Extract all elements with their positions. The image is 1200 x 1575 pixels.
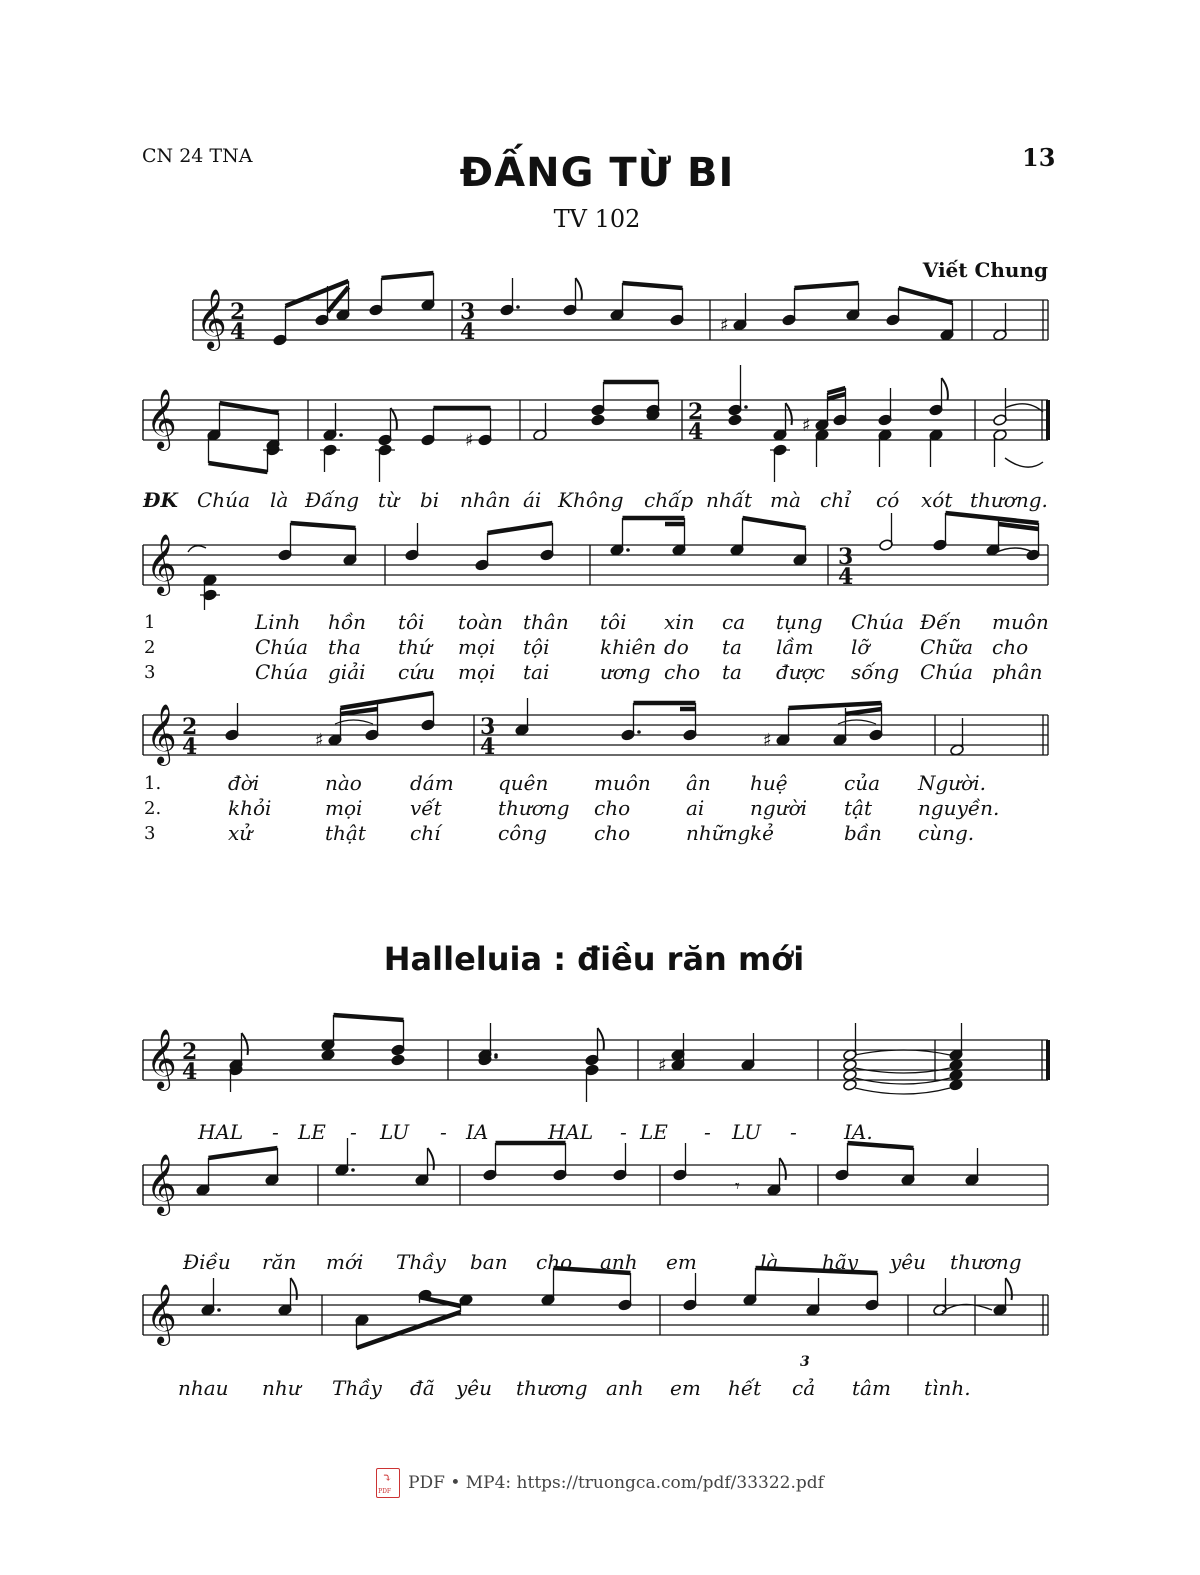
verse1-word: cho (992, 635, 1029, 659)
verse1-word: mọi (458, 635, 496, 659)
verse2-word: đời (228, 771, 260, 795)
verse-number: 3 (144, 823, 156, 844)
verse2-word: những (686, 821, 751, 845)
verse-number: 1. (144, 773, 162, 794)
verse-number: 1 (144, 612, 156, 633)
note-head (843, 1059, 858, 1072)
alleluia-line3-word: nhau (178, 1376, 229, 1400)
refrain-word: nhân (460, 488, 511, 512)
composer-name: Viết Chung (922, 258, 1048, 282)
note-head (949, 1059, 964, 1072)
verse2-word: kẻ (750, 821, 774, 845)
note-head (728, 414, 743, 427)
treble-clef-icon: 𝄞 (196, 289, 227, 349)
verse2-word: ai (686, 796, 705, 820)
verse1-word: Chúa (920, 660, 973, 684)
verse2-word: khỏi (228, 796, 272, 820)
verse2-word: dám (410, 771, 454, 795)
alleluia-line3-word: như (262, 1376, 301, 1400)
verse2-word: bần (844, 821, 882, 845)
note-head (591, 414, 606, 427)
verse1-word: ương (600, 660, 651, 684)
time-signature-bottom: 4 (838, 564, 854, 590)
note-head (391, 1054, 406, 1067)
note-head (949, 1079, 964, 1092)
refrain-word: có (876, 488, 900, 512)
alleluia-line1-word: - (272, 1120, 279, 1144)
alleluia-line1-word: LU (380, 1120, 410, 1144)
note-head (321, 1049, 336, 1062)
verse1-word: Chúa (255, 660, 308, 684)
note-head (949, 1069, 964, 1082)
refrain-word: là (270, 488, 289, 512)
alleluia-line3-word: tâm (852, 1376, 891, 1400)
verse1-word: tha (328, 635, 361, 659)
book-reference: CN 24 TNA (142, 145, 253, 167)
time-signature-bottom: 4 (182, 734, 198, 760)
verse2-word: muôn (594, 771, 651, 795)
verse1-word: cho (664, 660, 701, 684)
verse2-word: nguyền. (918, 796, 1000, 820)
alleluia-line3-word: cả (792, 1376, 816, 1400)
alleluia-line1-word: IA (466, 1120, 489, 1144)
verse2-word: chí (410, 821, 441, 845)
alleluia-line2-word: hãy (822, 1250, 859, 1274)
alleluia-line3-word: đã (410, 1376, 435, 1400)
verse1-word: giải (328, 660, 366, 684)
alleluia-line3-word: tình. (924, 1376, 971, 1400)
verse2-word: huệ (750, 771, 788, 795)
verse1-word: Chữa (920, 635, 973, 659)
verse2-word: tật (844, 796, 872, 820)
verse1-word: mọi (458, 660, 496, 684)
verse2-word: nào (325, 771, 362, 795)
time-signature-top: 2 (688, 399, 704, 425)
alleluia-line3-word: anh (606, 1376, 644, 1400)
verse1-word: lầm (776, 635, 814, 659)
verse1-word: phân (992, 660, 1043, 684)
verse1-word: Chúa (255, 635, 308, 659)
note-head (843, 1069, 858, 1082)
verse1-word: xin (664, 610, 695, 634)
time-signature-bottom: 4 (230, 319, 246, 345)
alleluia-line2-word: yêu (890, 1250, 927, 1274)
verse1-word: do (664, 635, 689, 659)
time-signature-top: 3 (480, 714, 496, 740)
refrain-word: xót (921, 488, 953, 512)
footer-link[interactable] (0, 1468, 1200, 1498)
verse2-word: cho (594, 796, 631, 820)
treble-clef-icon: 𝄞 (146, 534, 177, 594)
refrain-word: mà (770, 488, 801, 512)
time-signature-bottom: 4 (688, 419, 704, 445)
verse1-word: hồn (328, 610, 366, 634)
footer-text: PDF • MP4: https://truongca.com/pdf/33322.pdf (408, 1473, 824, 1493)
treble-clef-icon: 𝄞 (146, 1154, 177, 1214)
alleluia-line3-word: em (670, 1376, 701, 1400)
time-signature-bottom: 4 (182, 1059, 198, 1085)
alleluia-line2-word: Thầy (396, 1250, 446, 1274)
refrain-word: chỉ (820, 488, 851, 512)
sharp-icon: ♯ (465, 430, 474, 451)
sharp-icon: ♯ (720, 315, 729, 336)
refrain-word: bi (420, 488, 440, 512)
verse-number: 2 (144, 637, 156, 658)
verse1-word: ta (722, 635, 742, 659)
alleluia-line2-word: là (760, 1250, 779, 1274)
verse1-word: Chúa (851, 610, 904, 634)
verse1-word: toàn (458, 610, 503, 634)
verse2-word: vết (410, 796, 442, 820)
verse1-word: muôn (992, 610, 1049, 634)
alleluia-line1-word: IA. (844, 1120, 873, 1144)
triplet-mark: 3 (800, 1354, 810, 1370)
alleluia-line1-word: - (620, 1120, 627, 1144)
time-signature-top: 3 (838, 544, 854, 570)
verse1-word: ta (722, 660, 742, 684)
verse2-word: mọi (325, 796, 363, 820)
verse2-word: cho (594, 821, 631, 845)
alleluia-line1-word: - (350, 1120, 357, 1144)
verse1-word: cứu (398, 660, 435, 684)
verse2-word: cùng. (918, 821, 975, 845)
refrain-word: thương. (970, 488, 1048, 512)
time-signature-top: 2 (182, 1039, 198, 1065)
alleluia-line3-word: yêu (456, 1376, 493, 1400)
verse1-word: tai (523, 660, 550, 684)
verse2-word: của (844, 771, 881, 795)
verse1-word: khiên (600, 635, 657, 659)
verse2-word: thương (498, 796, 570, 820)
verse-number: 3 (144, 662, 156, 683)
verse-number: 2. (144, 798, 162, 819)
eighth-rest-icon: 𝄾 (735, 1176, 740, 1197)
song-subtitle: TV 102 (553, 205, 641, 233)
alleluia-line2-word: anh (600, 1250, 638, 1274)
verse1-word: tôi (600, 610, 627, 634)
verse2-word: xử (228, 821, 253, 845)
refrain-word: nhất (706, 488, 753, 512)
refrain-word: ái (523, 488, 542, 512)
treble-clef-icon: 𝄞 (146, 1284, 177, 1344)
alleluia-line1-word: HAL (548, 1120, 594, 1144)
alleluia-line2-word: mới (326, 1250, 364, 1274)
alleluia-line2-word: ban (470, 1250, 508, 1274)
alleluia-line1-word: - (440, 1120, 447, 1144)
sharp-icon: ♯ (802, 415, 811, 436)
note-head (843, 1079, 858, 1092)
alleluia-title: Halleluia : điều răn mới (383, 940, 805, 978)
refrain-word: Không (558, 488, 624, 512)
verse2-word: ân (686, 771, 711, 795)
refrain-word: chấp (644, 488, 694, 512)
sharp-icon: ♯ (763, 730, 772, 751)
verse1-word: tôi (398, 610, 425, 634)
verse2-word: người (750, 796, 808, 820)
alleluia-line1-word: LU (732, 1120, 762, 1144)
verse2-word: công (498, 821, 547, 845)
verse1-word: Đến (920, 610, 962, 634)
treble-clef-icon: 𝄞 (146, 389, 177, 449)
alleluia-line3-word: thương (516, 1376, 588, 1400)
alleluia-line1-word: - (790, 1120, 797, 1144)
sharp-icon: ♯ (658, 1055, 667, 1076)
refrain-word: từ (378, 488, 399, 512)
time-signature-bottom: 4 (460, 319, 476, 345)
verse1-word: tội (523, 635, 550, 659)
pdf-file-icon (376, 1468, 400, 1498)
verse1-word: thân (523, 610, 569, 634)
verse1-word: tụng (776, 610, 823, 634)
verse2-word: thật (325, 821, 366, 845)
alleluia-line1-word: LE (640, 1120, 668, 1144)
verse1-word: lỡ (851, 635, 870, 659)
verse1-word: Linh (255, 610, 301, 634)
time-signature-bottom: 4 (480, 734, 496, 760)
alleluia-line1-word: LE (298, 1120, 326, 1144)
alleluia-line1-word: HAL (198, 1120, 244, 1144)
time-signature-top: 2 (230, 299, 246, 325)
alleluia-line2-word: thương (950, 1250, 1022, 1274)
alleluia-line2-word: Điều (183, 1250, 231, 1274)
alleluia-line3-word: Thầy (332, 1376, 382, 1400)
song-title: ĐẤNG TỪ BI (459, 150, 735, 196)
sharp-icon: ♯ (315, 730, 324, 751)
refrain-label: ĐK (143, 488, 178, 512)
alleluia-line2-word: cho (536, 1250, 573, 1274)
verse1-word: sống (851, 660, 900, 684)
verse2-word: quên (498, 771, 549, 795)
verse1-word: thứ (398, 635, 432, 659)
time-signature-top: 3 (460, 299, 476, 325)
verse2-word: Người. (918, 771, 986, 795)
alleluia-line1-word: - (704, 1120, 711, 1144)
alleluia-line2-word: em (666, 1250, 697, 1274)
page-number: 13 (1022, 143, 1056, 172)
refrain-word: Chúa (197, 488, 250, 512)
verse1-word: được (776, 660, 825, 684)
treble-clef-icon: 𝄞 (146, 704, 177, 764)
treble-clef-icon: 𝄞 (146, 1029, 177, 1089)
refrain-word: Đấng (305, 488, 360, 512)
alleluia-line3-word: hết (728, 1376, 762, 1400)
verse1-word: ca (722, 610, 746, 634)
time-signature-top: 2 (182, 714, 198, 740)
alleluia-line2-word: răn (262, 1250, 297, 1274)
